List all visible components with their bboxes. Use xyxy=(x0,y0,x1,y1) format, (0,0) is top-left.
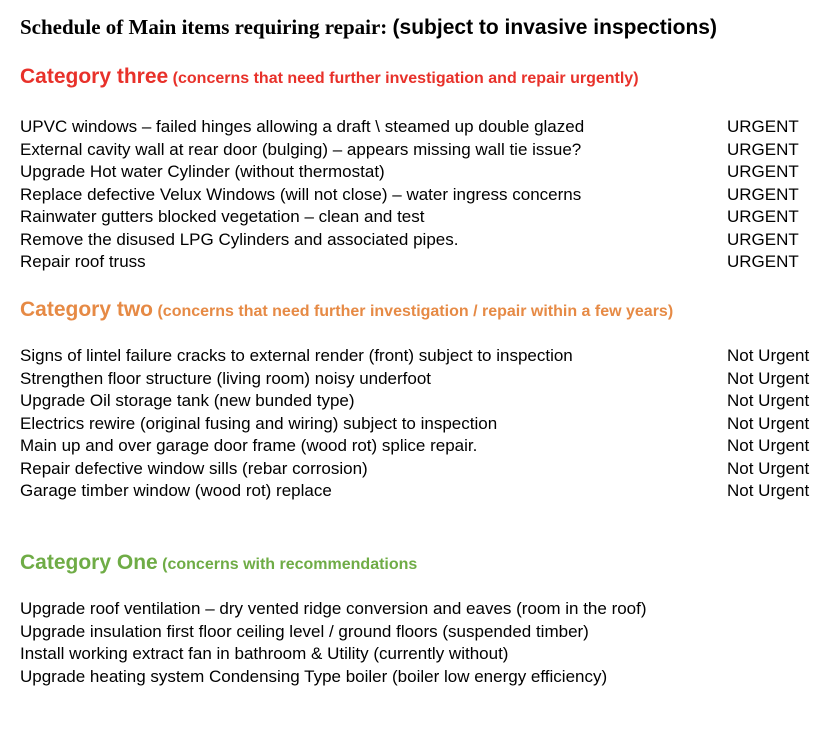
category-two-list xyxy=(20,345,824,503)
status-label: URGENT xyxy=(727,117,799,136)
item-description: Signs of lintel failure cracks to external render (front) subject to inspection xyxy=(20,346,573,365)
list-item xyxy=(20,413,824,436)
category-three-name: Category three xyxy=(20,65,169,88)
category-two-heading xyxy=(20,296,673,326)
item-description: Install working extract fan in bathroom & Utility (currently without) xyxy=(20,644,509,663)
status-label: Not Urgent xyxy=(727,436,810,455)
item-description: Upgrade Hot water Cylinder (without thermostat) xyxy=(20,162,385,181)
item-description: Repair roof truss xyxy=(20,252,146,271)
list-item xyxy=(20,435,824,458)
status-label: URGENT xyxy=(727,162,799,181)
item-description: External cavity wall at rear door (bulging) – appears missing wall tie issue? xyxy=(20,139,582,159)
status-label: Not Urgent xyxy=(727,346,810,365)
list-item xyxy=(20,643,824,666)
status-label: Not Urgent xyxy=(727,481,810,500)
item-description: Upgrade insulation first floor ceiling level / ground floors (suspended timber) xyxy=(20,621,589,641)
category-one-name: Category One xyxy=(20,551,158,574)
category-three-heading xyxy=(20,63,639,93)
list-item xyxy=(20,184,824,207)
status-label: URGENT xyxy=(727,207,799,226)
list-item xyxy=(20,390,824,413)
status-label: URGENT xyxy=(727,139,799,159)
item-description: UPVC windows – failed hinges allowing a draft \ steamed up double glazed xyxy=(20,117,585,136)
category-two-name: Category two xyxy=(20,298,154,321)
list-item xyxy=(20,480,824,503)
list-item xyxy=(20,251,824,274)
item-description: Repair defective window sills (rebar corrosion) xyxy=(20,458,368,478)
item-description: Replace defective Velux Windows (will not close) – water ingress concerns xyxy=(20,184,582,204)
category-one-list xyxy=(20,598,824,688)
list-item xyxy=(20,458,824,481)
item-description: Rainwater gutters blocked vegetation – clean and test xyxy=(20,207,425,226)
list-item xyxy=(20,621,824,644)
item-description: Upgrade heating system Condensing Type boiler (boiler low energy efficiency) xyxy=(20,666,608,686)
item-description: Remove the disused LPG Cylinders and associated pipes. xyxy=(20,229,459,249)
list-item xyxy=(20,116,824,139)
status-label: Not Urgent xyxy=(727,458,810,478)
list-item xyxy=(20,598,824,621)
status-label: Not Urgent xyxy=(727,413,810,433)
category-one-note: (concerns with recommendations xyxy=(162,556,418,573)
category-three-list xyxy=(20,116,824,274)
status-label: Not Urgent xyxy=(727,391,810,410)
item-description: Electrics rewire (original fusing and wiring) subject to inspection xyxy=(20,413,498,433)
list-item xyxy=(20,206,824,229)
status-label: URGENT xyxy=(727,229,799,249)
category-one-heading xyxy=(20,549,417,579)
page-title-qualifier: (subject to invasive inspections) xyxy=(392,16,717,39)
status-label: URGENT xyxy=(727,184,799,204)
list-item xyxy=(20,666,824,689)
item-description: Strengthen floor structure (living room) noisy underfoot xyxy=(20,368,432,388)
item-description: Main up and over garage door frame (wood rot) splice repair. xyxy=(20,436,478,455)
status-label: URGENT xyxy=(727,252,799,271)
list-item xyxy=(20,161,824,184)
list-item xyxy=(20,368,824,391)
status-label: Not Urgent xyxy=(727,368,810,388)
page-title xyxy=(20,12,717,43)
page-title-main: Schedule of Main items requiring repair: xyxy=(20,15,393,39)
list-item xyxy=(20,139,824,162)
item-description: Garage timber window (wood rot) replace xyxy=(20,481,332,500)
item-description: Upgrade Oil storage tank (new bunded type) xyxy=(20,391,355,410)
category-two-note: (concerns that need further investigation / repair within a few years) xyxy=(157,303,674,320)
list-item xyxy=(20,229,824,252)
category-three-note: (concerns that need further investigation and repair urgently) xyxy=(172,70,639,87)
item-description: Upgrade roof ventilation – dry vented ridge conversion and eaves (room in the roof) xyxy=(20,599,647,618)
list-item xyxy=(20,345,824,368)
